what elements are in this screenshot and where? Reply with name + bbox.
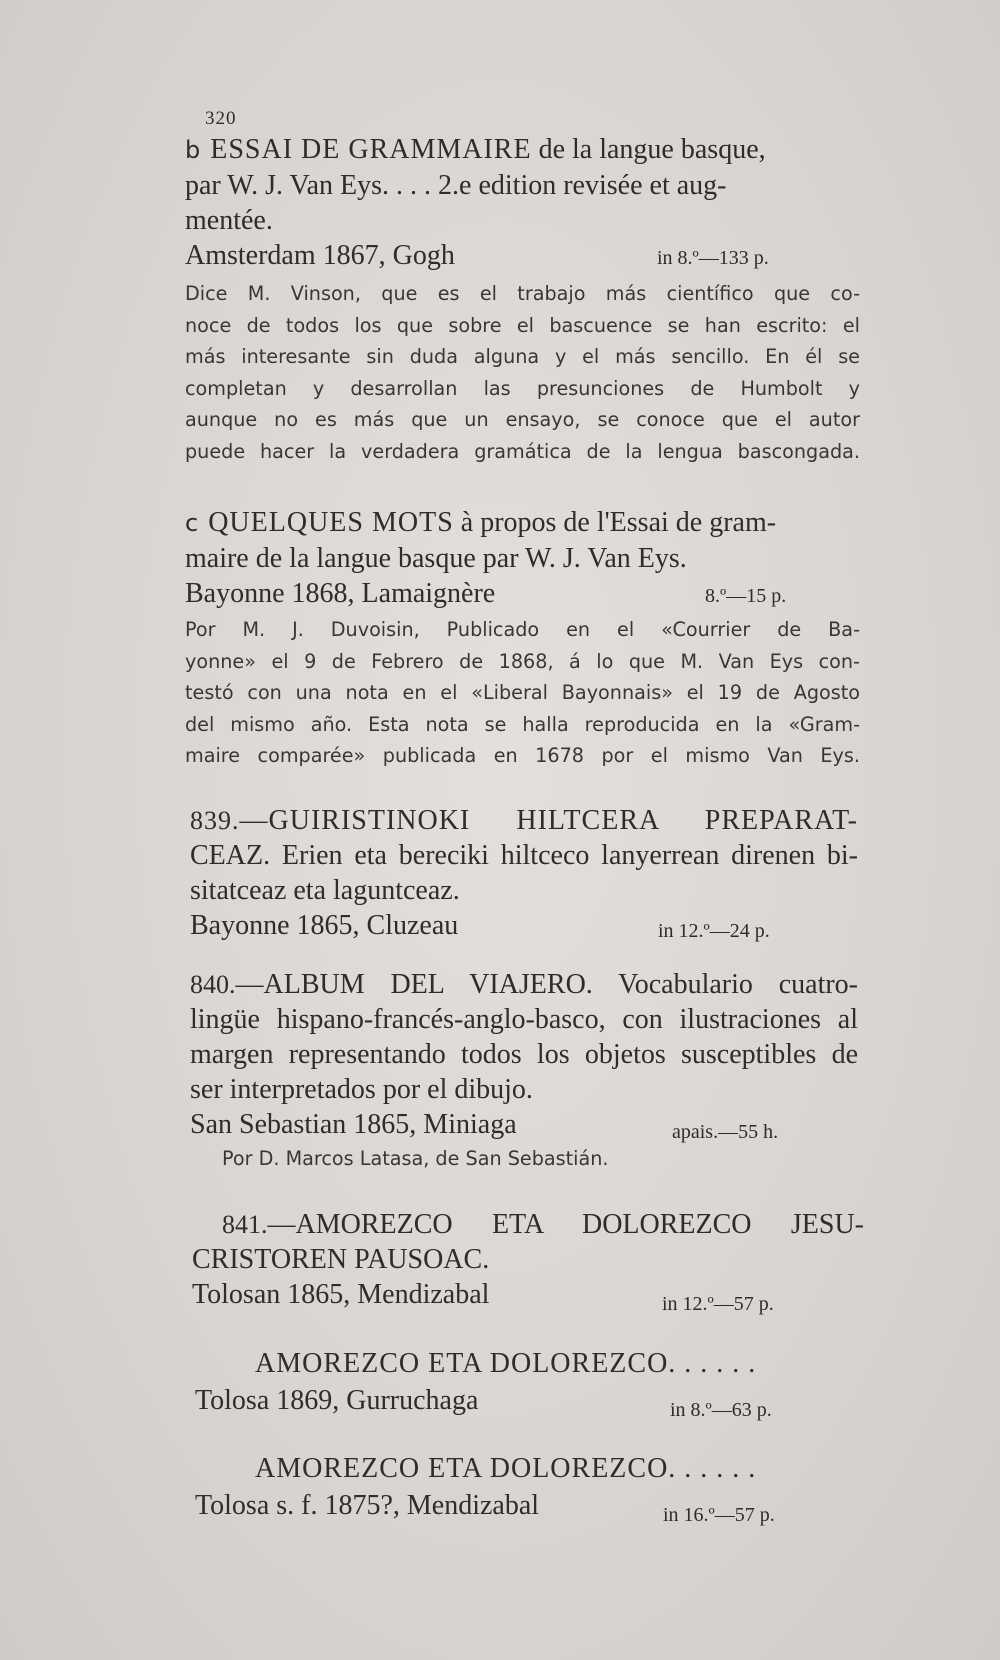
entry-840	[190, 967, 858, 1170]
entry-b-line3: mentée.	[185, 205, 273, 236]
entry-840-line3: margen representando todos los objetos susceptibles de	[190, 1039, 858, 1070]
entry-839-imprint	[190, 908, 858, 944]
entry-839	[190, 803, 858, 944]
entry-number: 840.	[190, 970, 236, 999]
imprint-format: in 16.º—57 p.	[663, 1504, 775, 1526]
note-line: puede hacer la verdadera gramática de la lengua bascongada.	[185, 439, 860, 463]
entry-letter: c	[185, 509, 199, 537]
note-line: testó con una nota en el «Liberal Bayonnais» el 19 de Agosto	[185, 681, 860, 704]
imprint-place: Bayonne 1865, Cluzeau	[190, 910, 459, 941]
note-line: Por M. J. Duvoisin, Publicado en el «Courrier de Ba-	[185, 618, 860, 641]
note-line: noce de todos los que sobre el bascuence se han escrito: el	[185, 313, 860, 337]
entry-841b-title: AMOREZCO ETA DOLOREZCO. . . . . .	[255, 1348, 757, 1379]
entry-b	[185, 132, 860, 467]
entry-c-line2: maire de la langue basque par W. J. Van Eys.	[185, 543, 687, 574]
entry-number: 839.	[190, 806, 240, 835]
entry-c-title-line	[185, 505, 860, 541]
page-number: 320	[205, 108, 237, 129]
entry-841c-imprint	[195, 1488, 865, 1524]
entry-841b-imprint-block	[195, 1383, 865, 1419]
entry-number: 841.	[222, 1210, 268, 1239]
note-line: maire comparée» publicada en 1678 por el mismo Van Eys.	[185, 744, 860, 767]
entry-b-line2: par W. J. Van Eys. . . . 2.e edition revisée et aug-	[185, 170, 727, 201]
note-line: Dice M. Vinson, que es el trabajo más científico que co-	[185, 282, 860, 305]
entry-841c-title: AMOREZCO ETA DOLOREZCO. . . . . .	[255, 1453, 757, 1484]
entry-b-imprint	[185, 238, 860, 274]
entry-letter: b	[185, 136, 201, 164]
entry-841c-imprint-block	[195, 1488, 865, 1524]
entry-839-title-line	[190, 803, 858, 838]
imprint-format: in 8.º—133 p.	[657, 247, 769, 269]
entry-title: ESSAI DE GRAMMAIRE	[210, 134, 532, 165]
entry-title: —AMOREZCO ETA DOLOREZCO JESU-	[267, 1209, 864, 1240]
entry-title: —ALBUM DEL VIAJERO. Vocabulario cuatro-	[235, 969, 858, 1000]
imprint-format: in 8.º—63 p.	[670, 1399, 772, 1421]
imprint-place: Tolosan 1865, Mendizabal	[192, 1279, 490, 1310]
entry-840-line4: ser interpretados por el dibujo.	[190, 1074, 533, 1105]
entry-841b-imprint	[195, 1383, 865, 1419]
entry-b-title-line	[185, 132, 860, 168]
entry-839-line3: sitatceaz eta laguntceaz.	[190, 875, 460, 906]
entry-840-credit: Por D. Marcos Latasa, de San Sebastián.	[222, 1147, 609, 1170]
entry-title-rest: de la langue basque,	[538, 134, 766, 165]
entry-b-note	[185, 278, 860, 467]
entry-c-imprint	[185, 576, 860, 612]
note-line: del mismo año. Esta nota se halla reproducida en la «Gram-	[185, 712, 860, 736]
imprint-format: in 12.º—24 p.	[658, 920, 770, 942]
entry-title-rest: à propos de l'Essai de gram-	[460, 507, 777, 538]
entry-840-imprint	[190, 1107, 858, 1143]
entry-841-title-line	[222, 1207, 864, 1242]
entry-841	[222, 1207, 864, 1242]
entry-841-imprint	[192, 1277, 864, 1313]
imprint-place: Amsterdam 1867, Gogh	[185, 240, 455, 271]
entry-839-line2: CEAZ. Erien eta bereciki hiltceco lanyerrean direnen bi-	[190, 840, 858, 871]
imprint-format: in 12.º—57 p.	[662, 1293, 774, 1315]
entry-c	[185, 505, 860, 772]
entry-841-cont	[192, 1242, 864, 1313]
imprint-place: Tolosa 1869, Gurruchaga	[195, 1385, 479, 1416]
entry-841-line2: CRISTOREN PAUSOAC.	[192, 1244, 490, 1275]
imprint-place: San Sebastian 1865, Miniaga	[190, 1109, 517, 1140]
entry-840-title-line	[190, 967, 858, 1002]
imprint-place: Bayonne 1868, Lamaignère	[185, 578, 496, 609]
entry-841c	[255, 1451, 875, 1486]
imprint-format: apais.—55 h.	[672, 1121, 779, 1143]
entry-840-line2: lingüe hispano-francés-anglo-basco, con ilustraciones al	[190, 1004, 858, 1035]
note-line: yonne» el 9 de Febrero de 1868, á lo que M. Van Eys con-	[185, 649, 860, 673]
entry-841b	[255, 1346, 875, 1381]
imprint-format: 8.º—15 p.	[705, 585, 787, 607]
entry-c-note	[185, 614, 860, 772]
imprint-place: Tolosa s. f. 1875?, Mendizabal	[195, 1490, 540, 1521]
note-line: completan y desarrollan las presunciones de Humbolt y	[185, 376, 860, 400]
note-line: más interesante sin duda alguna y el más sencillo. En él se	[185, 345, 860, 368]
entry-title: —GUIRISTINOKI HILTCERA PREPARAT-	[239, 805, 858, 836]
entry-title: QUELQUES MOTS	[208, 507, 454, 538]
note-line: aunque no es más que un ensayo, se conoce que el autor	[185, 408, 860, 431]
